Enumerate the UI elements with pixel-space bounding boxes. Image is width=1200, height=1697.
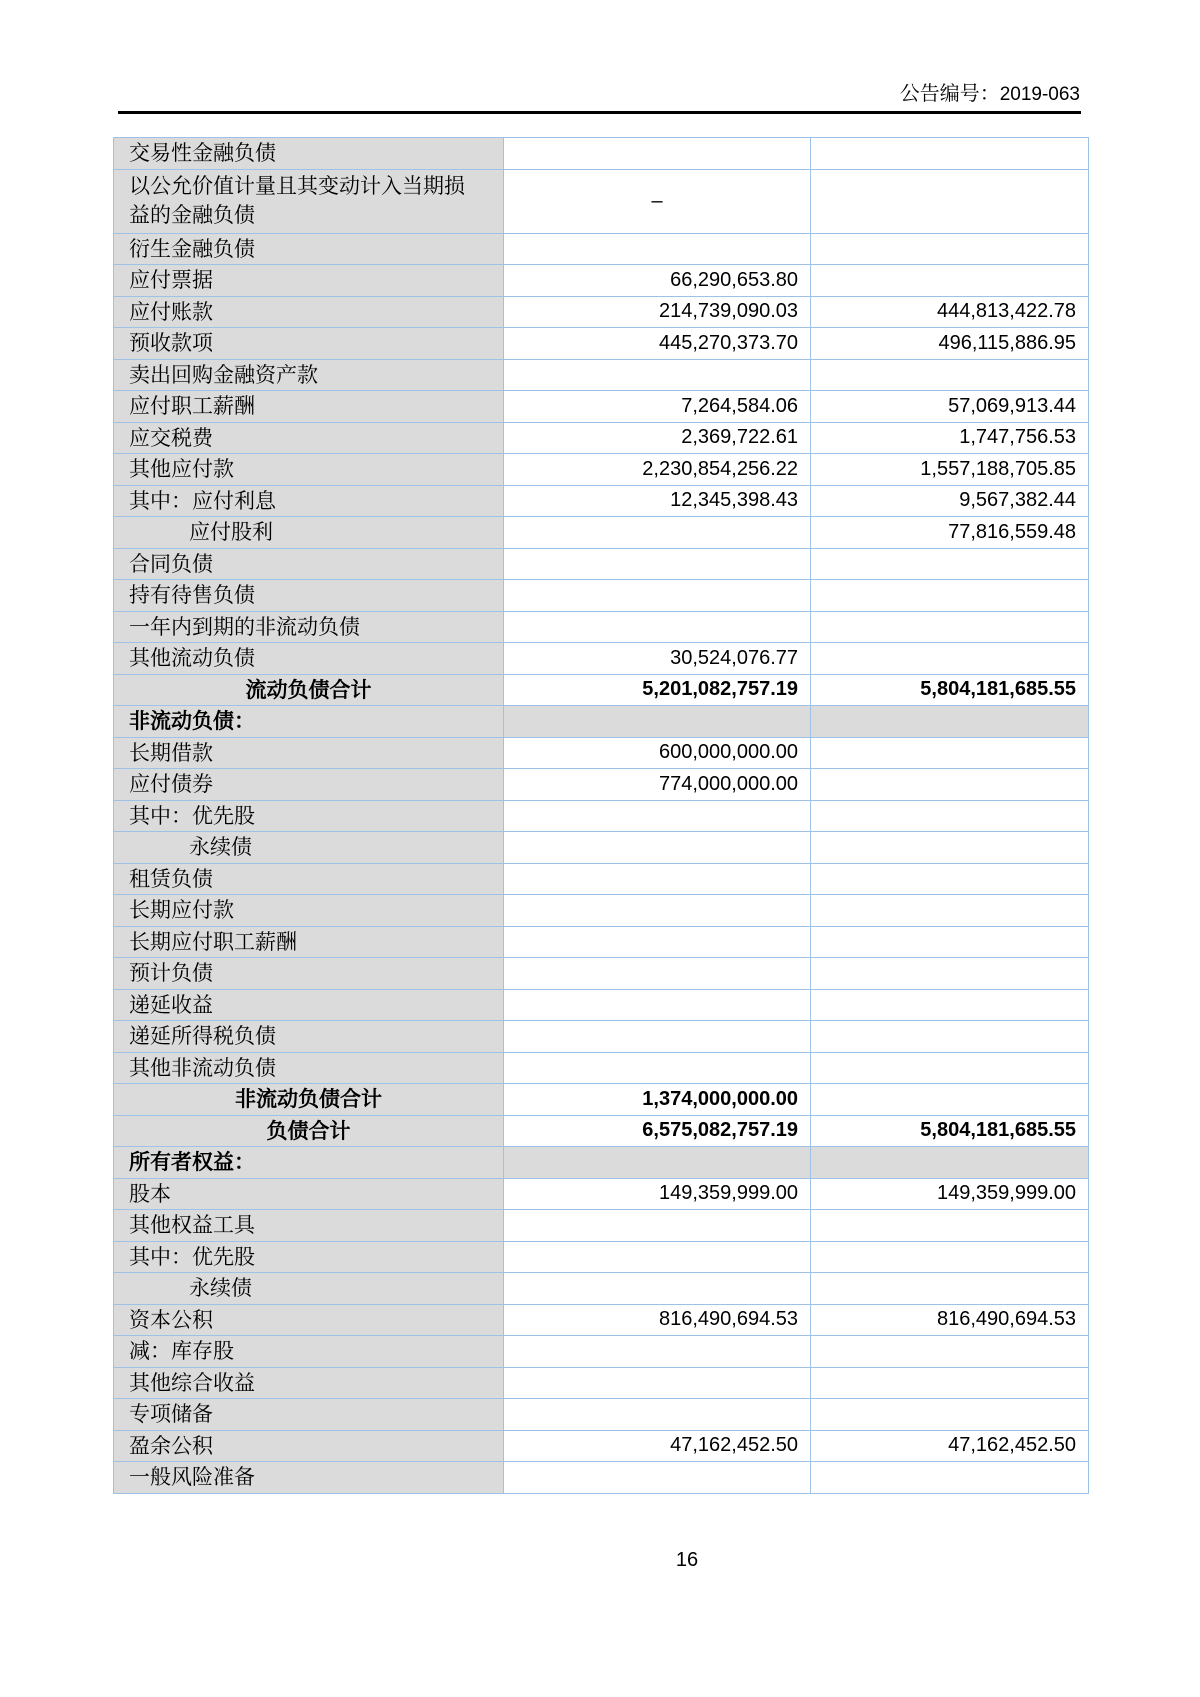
current-period-cell: 30,524,076.77 (504, 643, 811, 675)
current-period-cell: 149,359,999.00 (504, 1178, 811, 1210)
prior-period-cell: 5,804,181,685.55 (811, 1115, 1089, 1147)
prior-period-cell (811, 926, 1089, 958)
item-label-cell: 卖出回购金融资产款 (114, 359, 504, 391)
item-label-cell: 其他流动负债 (114, 643, 504, 675)
table-row (114, 1399, 1089, 1431)
table-row (114, 863, 1089, 895)
table-row (114, 454, 1089, 486)
table-row (114, 737, 1089, 769)
table-row (114, 1115, 1089, 1147)
item-label-cell: 应付票据 (114, 265, 504, 297)
item-label-cell: 所有者权益： (114, 1147, 504, 1179)
announcement-number-value: 2019-063 (999, 84, 1080, 105)
prior-period-cell (811, 611, 1089, 643)
prior-period-cell (811, 989, 1089, 1021)
table-row (114, 989, 1089, 1021)
item-label-cell: 应付职工薪酬 (114, 391, 504, 423)
prior-period-cell (811, 1210, 1089, 1242)
prior-period-cell (811, 832, 1089, 864)
item-label-cell: 专项储备 (114, 1399, 504, 1431)
item-label-cell: 一般风险准备 (114, 1462, 504, 1494)
prior-period-cell (811, 1147, 1089, 1179)
table-row (114, 1367, 1089, 1399)
current-period-cell (504, 1210, 811, 1242)
table-row (114, 265, 1089, 297)
prior-period-cell (811, 138, 1089, 170)
table-row (114, 706, 1089, 738)
table-row (114, 611, 1089, 643)
item-label-cell: 股本 (114, 1178, 504, 1210)
prior-period-cell: 9,567,382.44 (811, 485, 1089, 517)
item-label-cell: 应付债券 (114, 769, 504, 801)
item-label-cell: 资本公积 (114, 1304, 504, 1336)
item-label-cell: 其他综合收益 (114, 1367, 504, 1399)
prior-period-cell: 5,804,181,685.55 (811, 674, 1089, 706)
prior-period-cell: 444,813,422.78 (811, 296, 1089, 328)
prior-period-cell (811, 863, 1089, 895)
prior-period-cell (811, 1462, 1089, 1494)
item-label-cell: 应交税费 (114, 422, 504, 454)
current-period-cell: 816,490,694.53 (504, 1304, 811, 1336)
table-row (114, 1273, 1089, 1305)
current-period-cell (504, 1399, 811, 1431)
current-period-cell: 1,374,000,000.00 (504, 1084, 811, 1116)
table-row (114, 1430, 1089, 1462)
prior-period-cell (811, 1084, 1089, 1116)
item-label-cell: 其他权益工具 (114, 1210, 504, 1242)
prior-period-cell: 1,557,188,705.85 (811, 454, 1089, 486)
prior-period-cell: 496,115,886.95 (811, 328, 1089, 360)
current-period-cell: 7,264,584.06 (504, 391, 811, 423)
prior-period-cell (811, 958, 1089, 990)
prior-period-cell (811, 359, 1089, 391)
current-period-cell (504, 580, 811, 612)
table-row (114, 169, 1089, 233)
item-label-cell: 租赁负债 (114, 863, 504, 895)
current-period-cell (504, 1052, 811, 1084)
table-row (114, 643, 1089, 675)
current-period-cell (504, 958, 811, 990)
table-row (114, 580, 1089, 612)
item-label-cell: 永续债 (114, 832, 504, 864)
prior-period-cell (811, 1399, 1089, 1431)
current-period-cell (504, 1241, 811, 1273)
current-period-cell (504, 359, 811, 391)
current-period-cell (504, 548, 811, 580)
table-row (114, 1052, 1089, 1084)
current-period-cell: 66,290,653.80 (504, 265, 811, 297)
announcement-number (900, 82, 1080, 107)
item-label-cell: 其中：优先股 (114, 800, 504, 832)
item-label-cell: 其他非流动负债 (114, 1052, 504, 1084)
item-label-cell (114, 169, 504, 233)
current-period-cell (504, 1462, 811, 1494)
table-row (114, 895, 1089, 927)
table-row (114, 1462, 1089, 1494)
item-label-cell: 流动负债合计 (114, 674, 504, 706)
table-row (114, 517, 1089, 549)
current-period-cell (504, 233, 811, 265)
prior-period-cell (811, 895, 1089, 927)
item-label-cell: 其中：应付利息 (114, 485, 504, 517)
prior-period-cell (811, 265, 1089, 297)
item-label-cell: 一年内到期的非流动负债 (114, 611, 504, 643)
prior-period-cell (811, 769, 1089, 801)
prior-period-cell (811, 643, 1089, 675)
current-period-cell: 12,345,398.43 (504, 485, 811, 517)
current-period-cell: 600,000,000.00 (504, 737, 811, 769)
table-row (114, 1021, 1089, 1053)
item-label-cell: 减：库存股 (114, 1336, 504, 1368)
table-row (114, 1147, 1089, 1179)
table-row (114, 422, 1089, 454)
prior-period-cell (811, 706, 1089, 738)
table-row (114, 926, 1089, 958)
item-label-cell: 长期应付款 (114, 895, 504, 927)
prior-period-cell: 77,816,559.48 (811, 517, 1089, 549)
current-period-cell: – (504, 169, 811, 233)
table-row (114, 548, 1089, 580)
current-period-cell: 6,575,082,757.19 (504, 1115, 811, 1147)
balance-sheet-rows (114, 138, 1089, 1494)
item-label-cell: 预收款项 (114, 328, 504, 360)
current-period-cell: 47,162,452.50 (504, 1430, 811, 1462)
prior-period-cell (811, 1052, 1089, 1084)
table-row (114, 138, 1089, 170)
prior-period-cell (811, 1241, 1089, 1273)
table-row (114, 832, 1089, 864)
item-label-cell: 长期应付职工薪酬 (114, 926, 504, 958)
table-row (114, 1084, 1089, 1116)
current-period-cell (504, 926, 811, 958)
current-period-cell (504, 706, 811, 738)
balance-sheet-table (113, 137, 1089, 1494)
prior-period-cell (811, 1336, 1089, 1368)
item-label-cell: 衍生金融负债 (114, 233, 504, 265)
item-label-cell: 应付股利 (114, 517, 504, 549)
announcement-number-label: 公告编号： (899, 83, 1000, 105)
item-label-cell: 长期借款 (114, 737, 504, 769)
table-row (114, 359, 1089, 391)
table-row (114, 1210, 1089, 1242)
table-row (114, 1304, 1089, 1336)
prior-period-cell (811, 800, 1089, 832)
current-period-cell (504, 1021, 811, 1053)
item-label-cell: 持有待售负债 (114, 580, 504, 612)
current-period-cell: 5,201,082,757.19 (504, 674, 811, 706)
table-row (114, 328, 1089, 360)
item-label-cell: 永续债 (114, 1273, 504, 1305)
current-period-cell (504, 517, 811, 549)
current-period-cell (504, 832, 811, 864)
current-period-cell (504, 1336, 811, 1368)
item-label-cell: 递延收益 (114, 989, 504, 1021)
current-period-cell (504, 611, 811, 643)
prior-period-cell: 47,162,452.50 (811, 1430, 1089, 1462)
table-row (114, 674, 1089, 706)
item-label-cell: 应付账款 (114, 296, 504, 328)
prior-period-cell (811, 580, 1089, 612)
table-row (114, 1336, 1089, 1368)
prior-period-cell (811, 1367, 1089, 1399)
current-period-cell: 2,369,722.61 (504, 422, 811, 454)
current-period-cell (504, 1367, 811, 1399)
item-label-text: 以公允价值计量且其变动计入当期损益的金融负债 (129, 174, 465, 227)
current-period-cell (504, 895, 811, 927)
item-label-cell: 非流动负债： (114, 706, 504, 738)
prior-period-cell: 149,359,999.00 (811, 1178, 1089, 1210)
table-row (114, 1178, 1089, 1210)
prior-period-cell (811, 1021, 1089, 1053)
table-row (114, 1241, 1089, 1273)
current-period-cell (504, 863, 811, 895)
header-rule (118, 111, 1081, 114)
current-period-cell: 2,230,854,256.22 (504, 454, 811, 486)
prior-period-cell: 816,490,694.53 (811, 1304, 1089, 1336)
table-row (114, 769, 1089, 801)
table-row (114, 958, 1089, 990)
current-period-cell: 445,270,373.70 (504, 328, 811, 360)
prior-period-cell (811, 233, 1089, 265)
current-period-cell (504, 989, 811, 1021)
table-row (114, 485, 1089, 517)
item-label-cell: 其中：优先股 (114, 1241, 504, 1273)
prior-period-cell: 57,069,913.44 (811, 391, 1089, 423)
current-period-cell (504, 800, 811, 832)
prior-period-cell (811, 548, 1089, 580)
prior-period-cell: 1,747,756.53 (811, 422, 1089, 454)
item-label-cell: 负债合计 (114, 1115, 504, 1147)
table-row (114, 800, 1089, 832)
prior-period-cell (811, 169, 1089, 233)
table-row (114, 233, 1089, 265)
item-label-cell: 递延所得税负债 (114, 1021, 504, 1053)
table-row (114, 296, 1089, 328)
item-label-cell: 交易性金融负债 (114, 138, 504, 170)
item-label-cell: 预计负债 (114, 958, 504, 990)
page-number: 16 (675, 1549, 699, 1571)
prior-period-cell (811, 1273, 1089, 1305)
current-period-cell: 214,739,090.03 (504, 296, 811, 328)
item-label-cell: 合同负债 (114, 548, 504, 580)
item-label-cell: 非流动负债合计 (114, 1084, 504, 1116)
item-label-cell: 其他应付款 (114, 454, 504, 486)
item-label-cell: 盈余公积 (114, 1430, 504, 1462)
prior-period-cell (811, 737, 1089, 769)
current-period-cell (504, 1147, 811, 1179)
current-period-cell (504, 1273, 811, 1305)
current-period-cell (504, 138, 811, 170)
current-period-cell: 774,000,000.00 (504, 769, 811, 801)
table-row (114, 391, 1089, 423)
